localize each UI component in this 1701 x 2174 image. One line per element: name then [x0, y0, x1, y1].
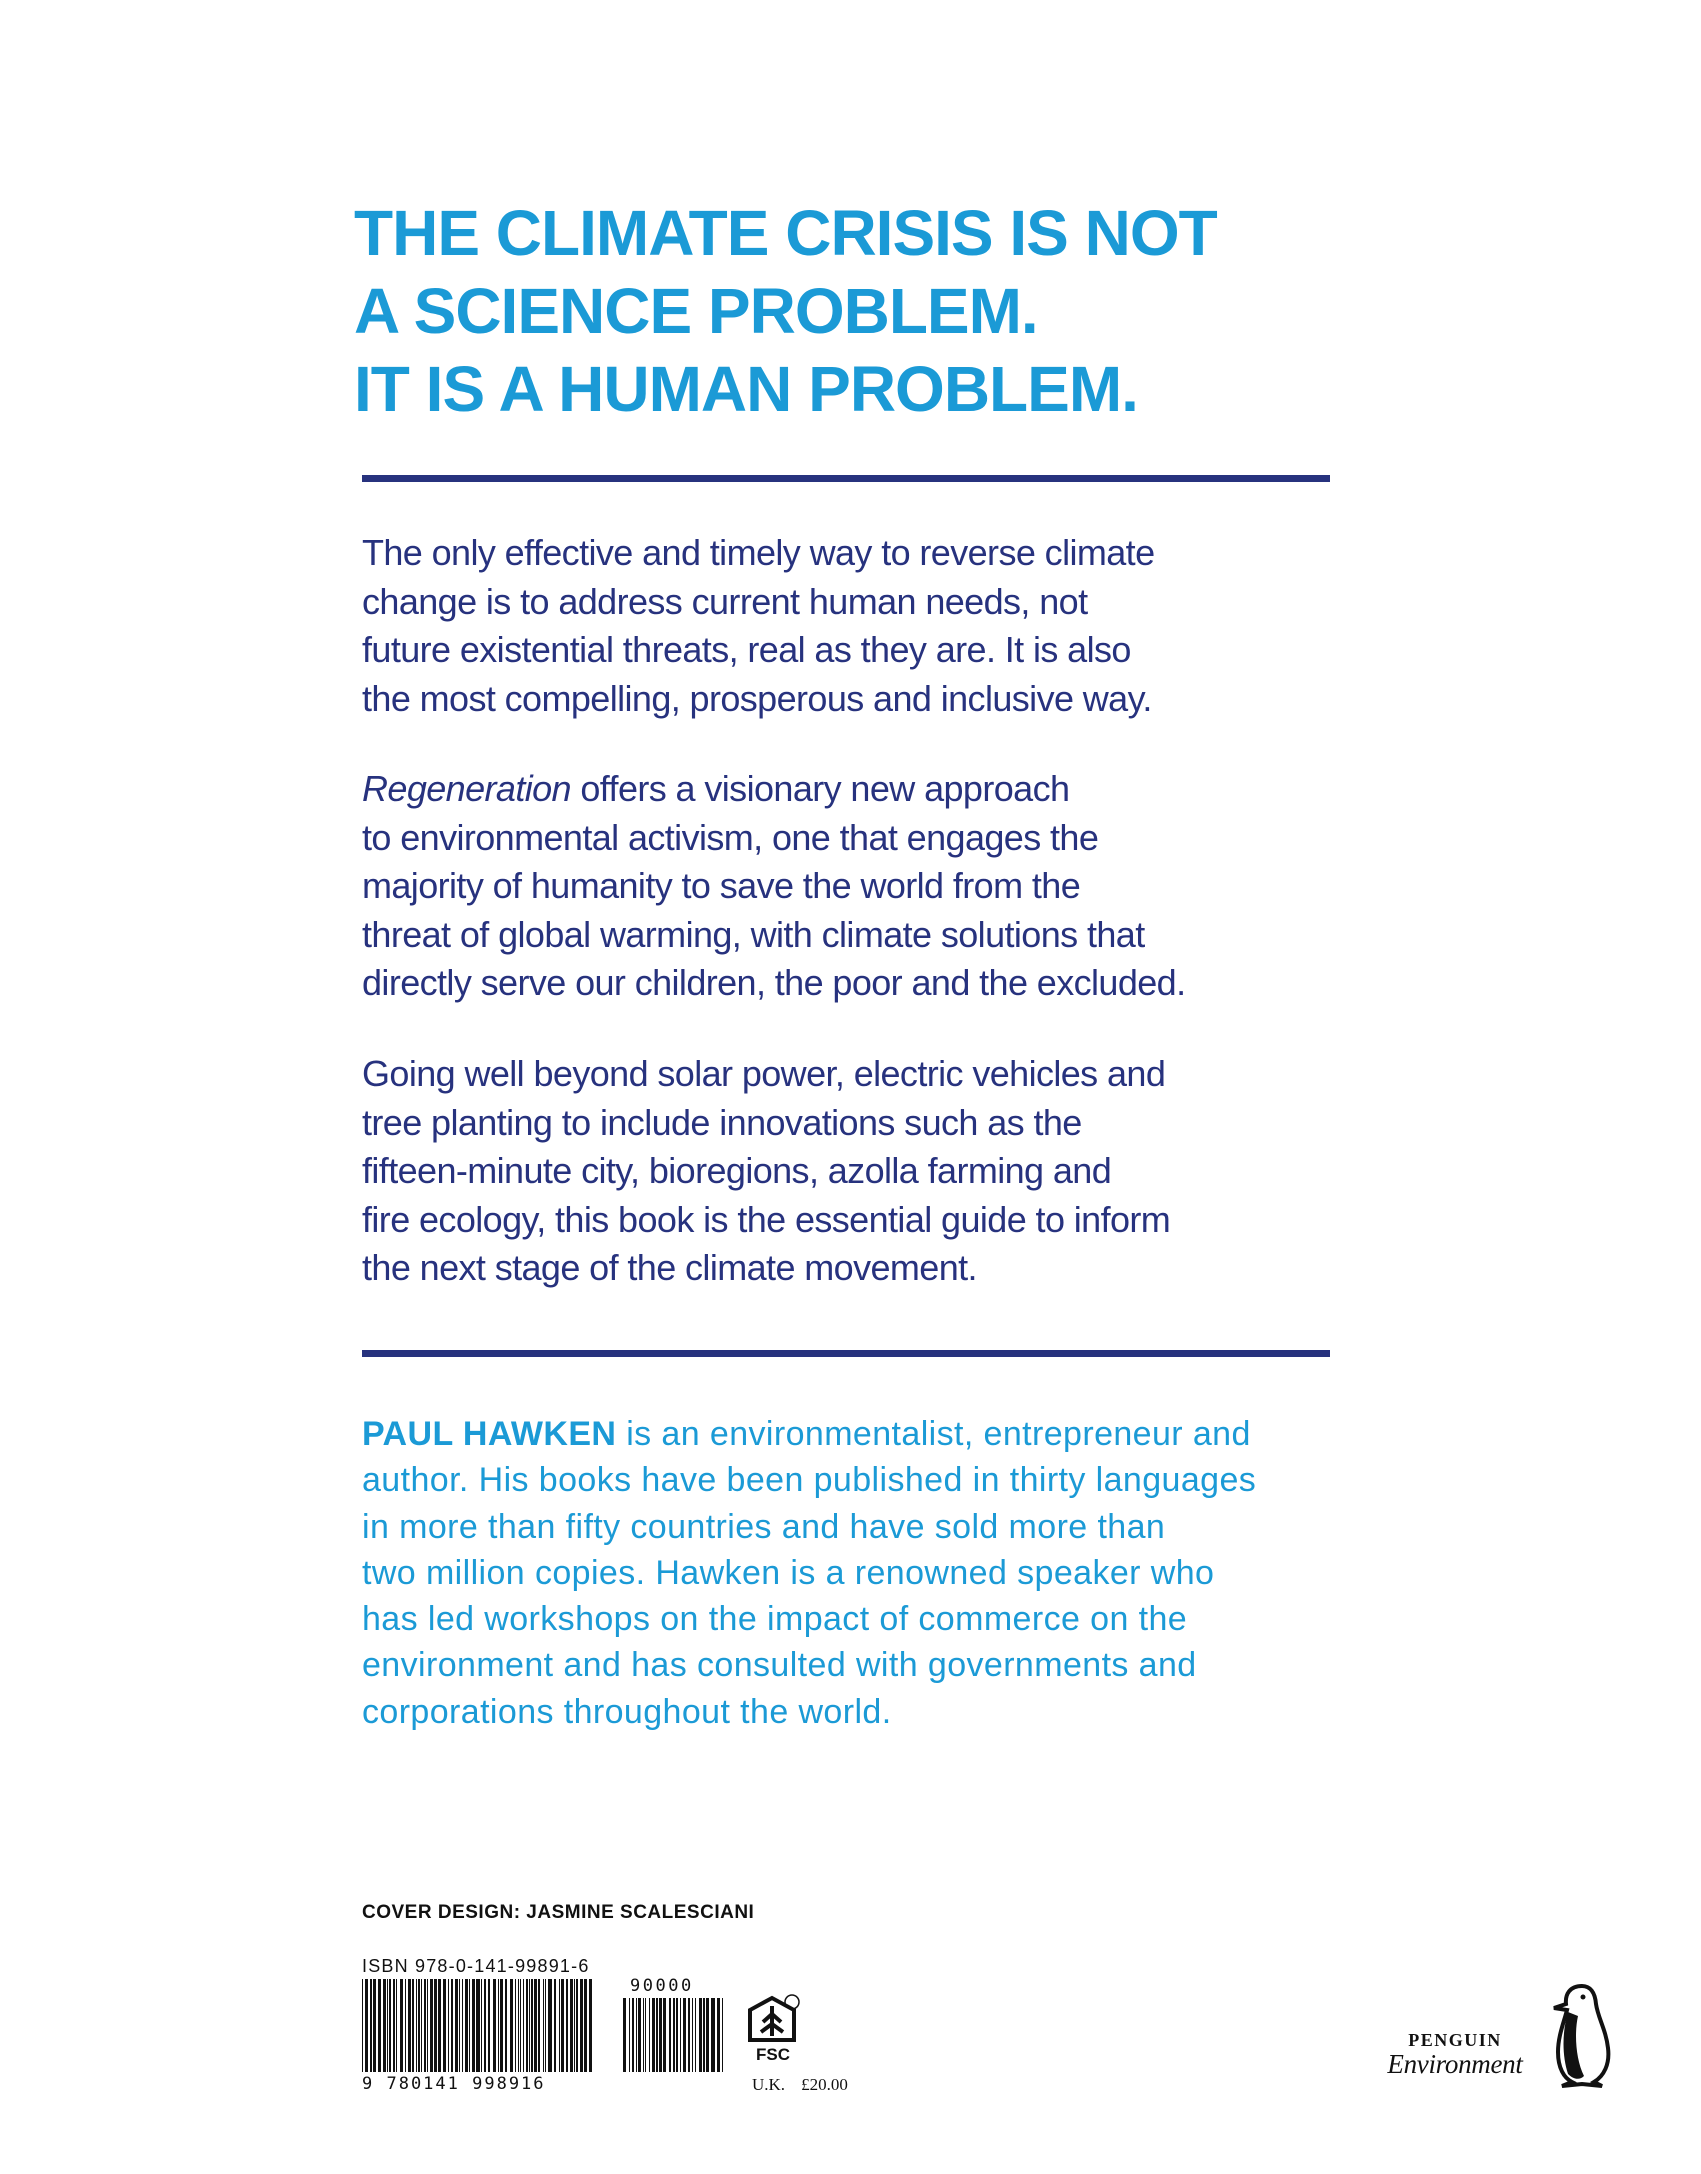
- text-line: majority of humanity to save the world from the: [362, 865, 1081, 906]
- price-code-digits: 90000: [630, 1976, 694, 1996]
- price-row: [752, 2075, 848, 2095]
- text-line: to environmental activism, one that engages the: [362, 816, 1099, 858]
- text-line: tree planting to include innovations such as the: [362, 1101, 1082, 1143]
- text-line: [362, 765, 1362, 814]
- bottom-divider: [362, 1350, 1330, 1357]
- headline: [354, 194, 1354, 428]
- barcode-digits: 9 780141 998916: [362, 2074, 546, 2094]
- text-line: [362, 1411, 1362, 1457]
- text-line: two million copies. Hawken is a renowned speaker who: [362, 1553, 1215, 1592]
- text-line: in more than fifty countries and have sold more than: [362, 1507, 1166, 1546]
- book-title: Regeneration: [362, 768, 571, 809]
- description-paragraph-1: [362, 529, 1362, 723]
- text-fragment: offers a visionary new approach: [570, 768, 1070, 809]
- author-bio: [362, 1411, 1362, 1735]
- text-line: the most compelling, prosperous and inclusive way.: [362, 677, 1152, 719]
- fsc-label: FSC: [756, 2045, 790, 2064]
- isbn-barcode: [362, 1979, 594, 2072]
- isbn-label: ISBN 978-0-141-99891-6: [362, 1956, 590, 1976]
- fsc-logo-icon: [742, 1992, 804, 2068]
- text-line: fifteen-minute city, bioregions, azolla farming and: [362, 1150, 1112, 1191]
- text-line: directly serve our children, the poor and the excluded.: [362, 962, 1186, 1003]
- text-line: environment and has consulted with governments and: [362, 1646, 1197, 1685]
- publisher-name: PENGUIN: [1408, 2030, 1502, 2050]
- text-line: has led workshops on the impact of commerce on the: [362, 1600, 1188, 1639]
- text-line: threat of global warming, with climate solutions that: [362, 913, 1145, 955]
- description-paragraph-2: [362, 765, 1362, 1008]
- text-line: Going well beyond solar power, electric vehicles and: [362, 1053, 1166, 1094]
- headline-line: THE CLIMATE CRISIS IS NOT: [354, 197, 1217, 269]
- publisher-imprint: [1380, 2030, 1530, 2080]
- author-name: PAUL HAWKEN: [362, 1415, 617, 1453]
- top-divider: [362, 475, 1330, 482]
- text-line: corporations throughout the world.: [362, 1692, 892, 1731]
- text-line: fire ecology, this book is the essential guide to inform: [362, 1198, 1171, 1240]
- text-line: the next stage of the climate movement.: [362, 1247, 977, 1288]
- description-paragraph-3: [362, 1050, 1362, 1293]
- headline-line: A SCIENCE PROBLEM.: [354, 275, 1038, 347]
- headline-line: IT IS A HUMAN PROBLEM.: [354, 353, 1138, 425]
- text-fragment: is an environmentalist, entrepreneur and: [616, 1415, 1251, 1453]
- cover-credit: COVER DESIGN: JASMINE SCALESCIANI: [362, 1902, 755, 1923]
- text-line: future existential threats, real as they are. It is also: [362, 629, 1131, 670]
- penguin-logo-icon: [1552, 1982, 1614, 2088]
- text-line: author. His books have been published in thirty languages: [362, 1461, 1257, 1500]
- text-line: change is to address current human needs, not: [362, 580, 1088, 622]
- text-line: The only effective and timely way to reverse climate: [362, 532, 1155, 573]
- price-code-barcode: [623, 1998, 725, 2072]
- publisher-series: Environment: [1387, 2049, 1523, 2079]
- price-region: U.K.: [752, 2075, 786, 2094]
- price-amount: £20.00: [801, 2075, 848, 2094]
